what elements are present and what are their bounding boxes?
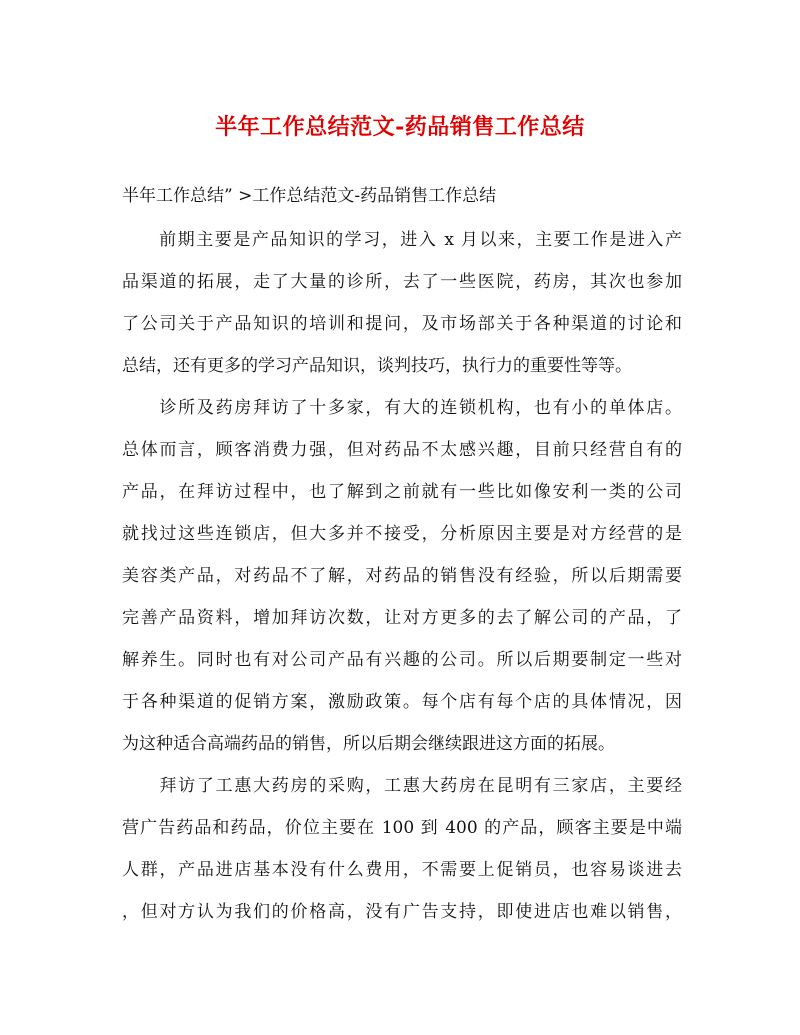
paragraph-line: 前期主要是产品知识的学习，进入 x 月以来，主要工作是进入产 (122, 230, 682, 250)
paragraph-line: 总结，还有更多的学习产品知识，谈判技巧，执行力的重要性等等。 (122, 356, 632, 376)
paragraph-line: 人群，产品进店基本没有什么费用，不需要上促销员，也容易谈进去 (122, 860, 682, 880)
paragraph-line: 总体而言，顾客消费力强，但对药品不太感兴趣，目前只经营自有的 (122, 440, 682, 460)
paragraph-line: 就找过这些连锁店，但大多并不接受，分析原因主要是对方经营的是 (122, 524, 682, 544)
paragraph-line: 解养生。同时也有对公司产品有兴趣的公司。所以后期要制定一些对 (122, 650, 682, 670)
paragraph-line: 诊所及药房拜访了十多家，有大的连锁机构，也有小的单体店。 (122, 398, 682, 418)
paragraph-line: 产品，在拜访过程中，也了解到之前就有一些比如像安利一类的公司 (122, 482, 682, 502)
paragraph-line: 为这种适合高端药品的销售，所以后期会继续跟进这方面的拓展。 (122, 734, 615, 754)
paragraph-line: 完善产品资料，增加拜访次数，让对方更多的去了解公司的产品，了 (122, 608, 682, 628)
document-breadcrumb: 半年工作总结” >工作总结范文-药品销售工作总结 (122, 186, 497, 206)
paragraph-line: 美容类产品，对药品不了解，对药品的销售没有经验，所以后期需要 (122, 566, 682, 586)
paragraph-line: ，但对方认为我们的价格高，没有广告支持，即使进店也难以销售， (122, 902, 682, 922)
paragraph-line: 营广告药品和药品，价位主要在 100 到 400 的产品，顾客主要是中端 (122, 818, 682, 838)
document-title: 半年工作总结范文-药品销售工作总结 (215, 114, 585, 140)
paragraph-line: 拜访了工惠大药房的采购，工惠大药房在昆明有三家店，主要经 (122, 776, 682, 796)
paragraph-line: 于各种渠道的促销方案，激励政策。每个店有每个店的具体情况，因 (122, 692, 682, 712)
paragraph-line: 了公司关于产品知识的培训和提问，及市场部关于各种渠道的讨论和 (122, 314, 682, 334)
paragraph-line: 品渠道的拓展，走了大量的诊所，去了一些医院，药房，其次也参加 (122, 272, 682, 292)
